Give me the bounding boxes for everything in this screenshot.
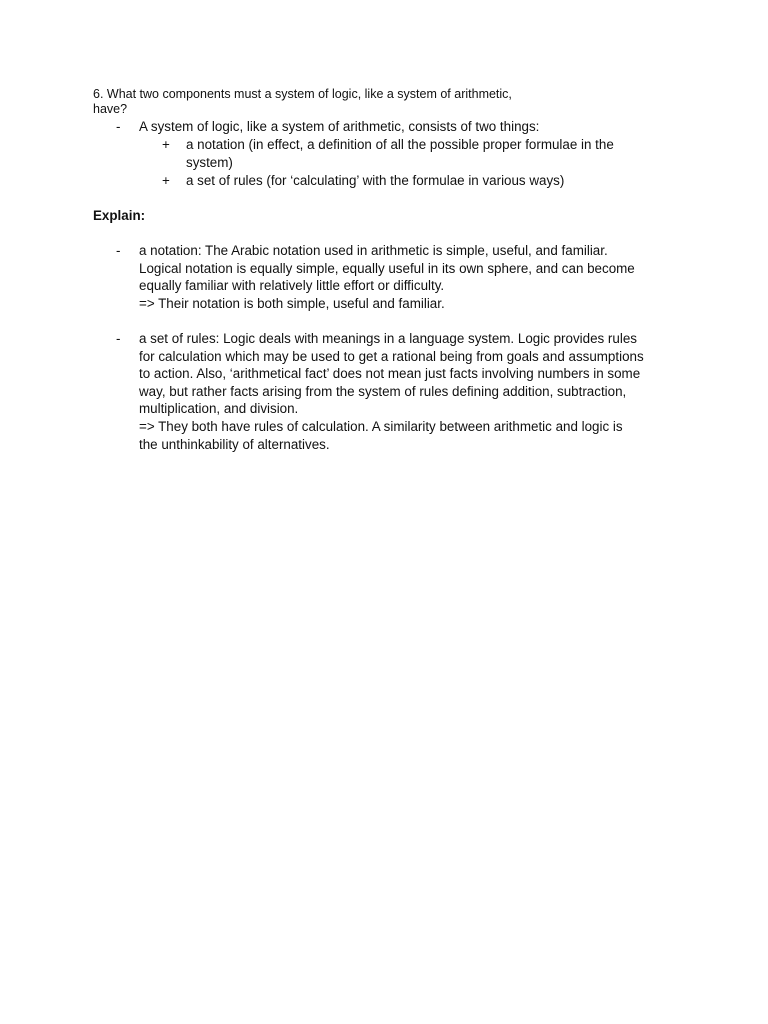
subitem-notation [186,136,614,171]
answer-item [139,118,539,136]
subitem-line: system) [186,154,233,170]
subitem-rules [186,172,564,190]
explanation-line: a notation: The Arabic notation used in arithmetic is simple, useful, and familiar. [139,243,608,258]
question-line: have? [93,102,128,116]
answer-text: A system of logic, like a system of arithmetic, consists of two things: [139,119,540,134]
explain-heading: Explain: [93,208,146,223]
explanation-line: the unthinkability of alternatives. [139,436,330,452]
question-text [93,87,553,117]
explanation-line: multiplication, and division. [139,401,299,417]
explanation-rules [139,330,644,453]
answer-bullet-marker: - [116,119,121,134]
subitem-line: a notation (in effect, a definition of all the possible proper formulae in the [186,137,614,152]
question-line: 6. What two components must a system of logic, like a system of arithmetic, [93,87,512,101]
explanation-line: to action. Also, ‘arithmetical fact’ does not mean just facts involving numbers in some [139,366,641,382]
explanation-line: a set of rules: Logic deals with meanings in a language system. Logic provides rules [139,331,637,346]
explanation-notation [139,242,635,312]
subitem-line: a set of rules (for ‘calculating’ with the formulae in various ways) [186,173,565,188]
subitem-marker: + [162,173,170,188]
explanation-line: => They both have rules of calculation. A similarity between arithmetic and logic is [139,418,623,434]
explanation-line: => Their notation is both simple, useful and familiar. [139,295,445,311]
subitem-marker: + [162,137,170,152]
explanation-line: for calculation which may be used to get a rational being from goals and assumptions [139,348,644,364]
explanation-line: Logical notation is equally simple, equally useful in its own sphere, and can become [139,260,635,276]
explanation-line: way, but rather facts arising from the system of rules defining addition, subtraction, [139,383,627,399]
explanation-marker: - [116,243,121,258]
explanation-line: equally familiar with relatively little effort or difficulty. [139,278,445,294]
explanation-marker: - [116,331,121,346]
